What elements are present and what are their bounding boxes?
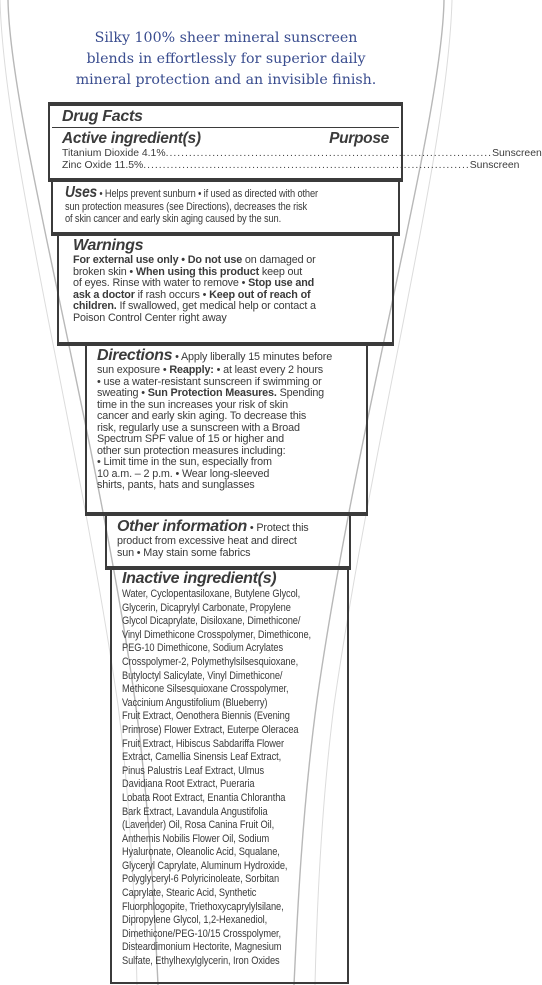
inactive-ingredient-line: Davidiana Root Extract, Pueraria bbox=[122, 778, 255, 791]
inactive-ingredient-line: Polyglyceryl-6 Polyricinoleate, Sorbitan bbox=[122, 873, 280, 886]
drug-facts-title: Drug Facts bbox=[62, 108, 143, 125]
inactive-ingredient-line: Crosspolymer-2, Polymethylsilsesquioxane, bbox=[122, 655, 299, 668]
directions-heading: Directions bbox=[97, 347, 173, 364]
inactive-ingredient-line: PEG-10 Dimethicone, Sodium Acrylates bbox=[122, 642, 284, 655]
warnings-section bbox=[57, 236, 394, 342]
tagline-line: mineral protection and an invisible finish. bbox=[75, 72, 377, 88]
uses-section bbox=[51, 182, 400, 232]
other-information-line: product from excessive heat and direct bbox=[117, 535, 297, 547]
inactive-ingredient-line: Fluorphlogopite, Triethoxycaprylylsilane, bbox=[122, 900, 284, 913]
inactive-ingredients-heading: Inactive ingredient(s) bbox=[122, 570, 277, 587]
directions-text-run: • use a water-resistant sunscreen if swimming or bbox=[97, 375, 322, 388]
other-information-heading: Other information bbox=[117, 518, 248, 535]
directions-line bbox=[97, 347, 366, 365]
directions-text-run: time in the sun increases your risk of skin bbox=[97, 398, 288, 411]
warnings-text-run: ask a doctor bbox=[73, 288, 135, 301]
inactive-ingredient-line: Disteardimonium Hectorite, Magnesium bbox=[122, 941, 282, 954]
active-ingredient-purpose: Sunscreen bbox=[492, 148, 542, 159]
inactive-ingredient-line: Primrose) Flower Extract, Euterpe Oleracea bbox=[122, 723, 299, 736]
active-ingredient-name: Zinc Oxide 11.5% bbox=[62, 160, 144, 171]
directions-text-run: Reapply: bbox=[169, 364, 214, 376]
tagline-line: Silky 100% sheer mineral sunscreen bbox=[94, 30, 358, 46]
inactive-ingredient-line: Pinus Palustris Leaf Extract, Ulmus bbox=[122, 764, 265, 777]
directions-text bbox=[97, 347, 366, 492]
warnings-text-run: on damaged or bbox=[242, 254, 316, 266]
inactive-ingredient-line: Fruit Extract, Oenothera Biennis (Evening bbox=[122, 710, 290, 723]
warnings-text-run: broken skin • bbox=[73, 265, 136, 278]
warnings-text-run: keep out bbox=[259, 265, 303, 278]
inactive-ingredient-line: Dimethicone/PEG-10/15 Crosspolymer, bbox=[122, 927, 282, 940]
inactive-ingredient-line: Extract, Camellia Sinensis Leaf Extract, bbox=[122, 751, 282, 764]
warnings-text-run: Keep out of reach of bbox=[209, 288, 311, 301]
directions-text-run: Sun Protection Measures. bbox=[147, 387, 277, 399]
other-information-line: sun • May stain some fabrics bbox=[117, 546, 251, 559]
warnings-line bbox=[73, 313, 392, 325]
inactive-ingredient-line: Glycol Dicaprylate, Disiloxane, Dimethicone/ bbox=[122, 615, 301, 628]
warnings-text-run: of eyes. Rinse with water to remove • bbox=[73, 277, 249, 289]
inactive-ingredient-line: Anthemis Nobilis Flower Oil, Sodium bbox=[122, 832, 270, 845]
directions-text-run: sun exposure • bbox=[97, 364, 170, 376]
directions-text-run: cancer and early skin aging. To decrease this bbox=[97, 410, 307, 422]
directions-text-run: • Apply liberally 15 minutes before bbox=[175, 351, 333, 363]
directions-text-run: sweating • bbox=[97, 387, 148, 399]
uses-heading: Uses bbox=[65, 184, 97, 201]
warnings-text-run: When using this product bbox=[135, 265, 260, 278]
product-tagline bbox=[60, 28, 392, 91]
inactive-section bbox=[110, 570, 349, 984]
purpose-heading: Purpose bbox=[329, 130, 389, 147]
inactive-ingredient-line: Bark Extract, Lavandula Angustifolia bbox=[122, 805, 268, 818]
active-ingredient-row bbox=[62, 148, 542, 160]
uses-line-text: of skin cancer and early skin aging caused by the sun. bbox=[65, 212, 282, 225]
inactive-ingredient-line: Sulfate, Ethylhexylglycerin, Iron Oxides bbox=[122, 955, 280, 968]
other-information-section bbox=[105, 516, 351, 566]
warnings-text bbox=[73, 255, 392, 324]
directions-text-run: • Limit time in the sun, especially from bbox=[97, 456, 272, 468]
directions-text-run: Spectrum SPF value of 15 or higher and bbox=[97, 433, 284, 445]
directions-section bbox=[85, 346, 368, 512]
uses-line-text: sun protection measures (see Directions), decreases the risk bbox=[65, 201, 308, 213]
directions-text-run: 10 a.m. – 2 p.m. • Wear long-sleeved bbox=[97, 467, 270, 480]
inactive-ingredient-line: Caprylate, Stearic Acid, Synthetic bbox=[122, 887, 257, 900]
inactive-ingredient-line: Methicone Silsesquioxane Crosspolymer, bbox=[122, 683, 289, 696]
warnings-text-run: if rash occurs • bbox=[134, 288, 210, 301]
warnings-text-run: Poison Control Center right away bbox=[73, 311, 227, 324]
inactive-ingredient-line: Dipropylene Glycol, 1,2-Hexanediol, bbox=[122, 914, 268, 927]
inactive-ingredient-line: Glycerin, Dicaprylyl Carbonate, Propylene bbox=[122, 601, 291, 614]
uses-text bbox=[65, 184, 351, 225]
inactive-ingredient-line: Water, Cyclopentasiloxane, Butylene Glycol, bbox=[122, 588, 301, 600]
warnings-text-run: Stop use and bbox=[248, 277, 315, 289]
directions-text-run: shirts, pants, hats and sunglasses bbox=[97, 479, 255, 491]
inactive-ingredient-line: Lobata Root Extract, Enantia Chlorantha bbox=[122, 791, 286, 804]
inactive-ingredient-line: Fruit Extract, Hibiscus Sabdariffa Flower bbox=[122, 737, 284, 750]
inactive-ingredient-line: Glyceryl Caprylate, Aluminum Hydroxide, bbox=[122, 859, 288, 872]
directions-text-run: other sun protection measures including: bbox=[97, 444, 286, 457]
warnings-text-run: If swallowed, get medical help or contact a bbox=[116, 300, 316, 312]
directions-line bbox=[97, 480, 366, 492]
active-ingredient-purpose: Sunscreen bbox=[469, 160, 520, 171]
warnings-heading: Warnings bbox=[73, 237, 144, 254]
warnings-text-run: children. bbox=[73, 300, 117, 312]
leader-dots: .................................................................................... bbox=[165, 148, 493, 159]
inactive-ingredients-text bbox=[122, 588, 316, 969]
inactive-ingredient-line: Vaccinium Angustifolium (Blueberry) bbox=[122, 696, 268, 709]
active-ingredient-name: Titanium Dioxide 4.1% bbox=[62, 148, 166, 159]
inactive-ingredient-line: (Lavender) Oil, Rosa Canina Fruit Oil, bbox=[122, 819, 275, 832]
inactive-ingredient-line: Butyloctyl Salicylate, Vinyl Dimethicone/ bbox=[122, 669, 283, 682]
directions-text-run: risk, regularly use a sunscreen with a Broad bbox=[97, 421, 300, 434]
active-ingredients-heading: Active ingredient(s) bbox=[62, 130, 201, 147]
uses-line bbox=[65, 214, 351, 226]
active-ingredient-row bbox=[62, 160, 520, 172]
inactive-ingredient-line: Hyaluronate, Oleanolic Acid, Squalane, bbox=[122, 846, 280, 859]
directions-text-run: Spending bbox=[276, 387, 325, 399]
uses-line: • Helps prevent sunburn • if used as directed with other bbox=[99, 188, 318, 200]
tagline-line: blends in effortlessly for superior daily bbox=[86, 51, 366, 67]
active-section bbox=[48, 106, 542, 178]
directions-text-run: • at least every 2 hours bbox=[213, 364, 324, 376]
title-divider bbox=[52, 127, 399, 128]
leader-dots: .................................................................................... bbox=[143, 160, 470, 171]
warnings-text-run: For external use only • Do not use bbox=[73, 254, 243, 266]
inactive-ingredient-line: Vinyl Dimethicone Crosspolymer, Dimethicone, bbox=[122, 628, 312, 641]
other-information-line: • Protect this bbox=[249, 522, 309, 534]
